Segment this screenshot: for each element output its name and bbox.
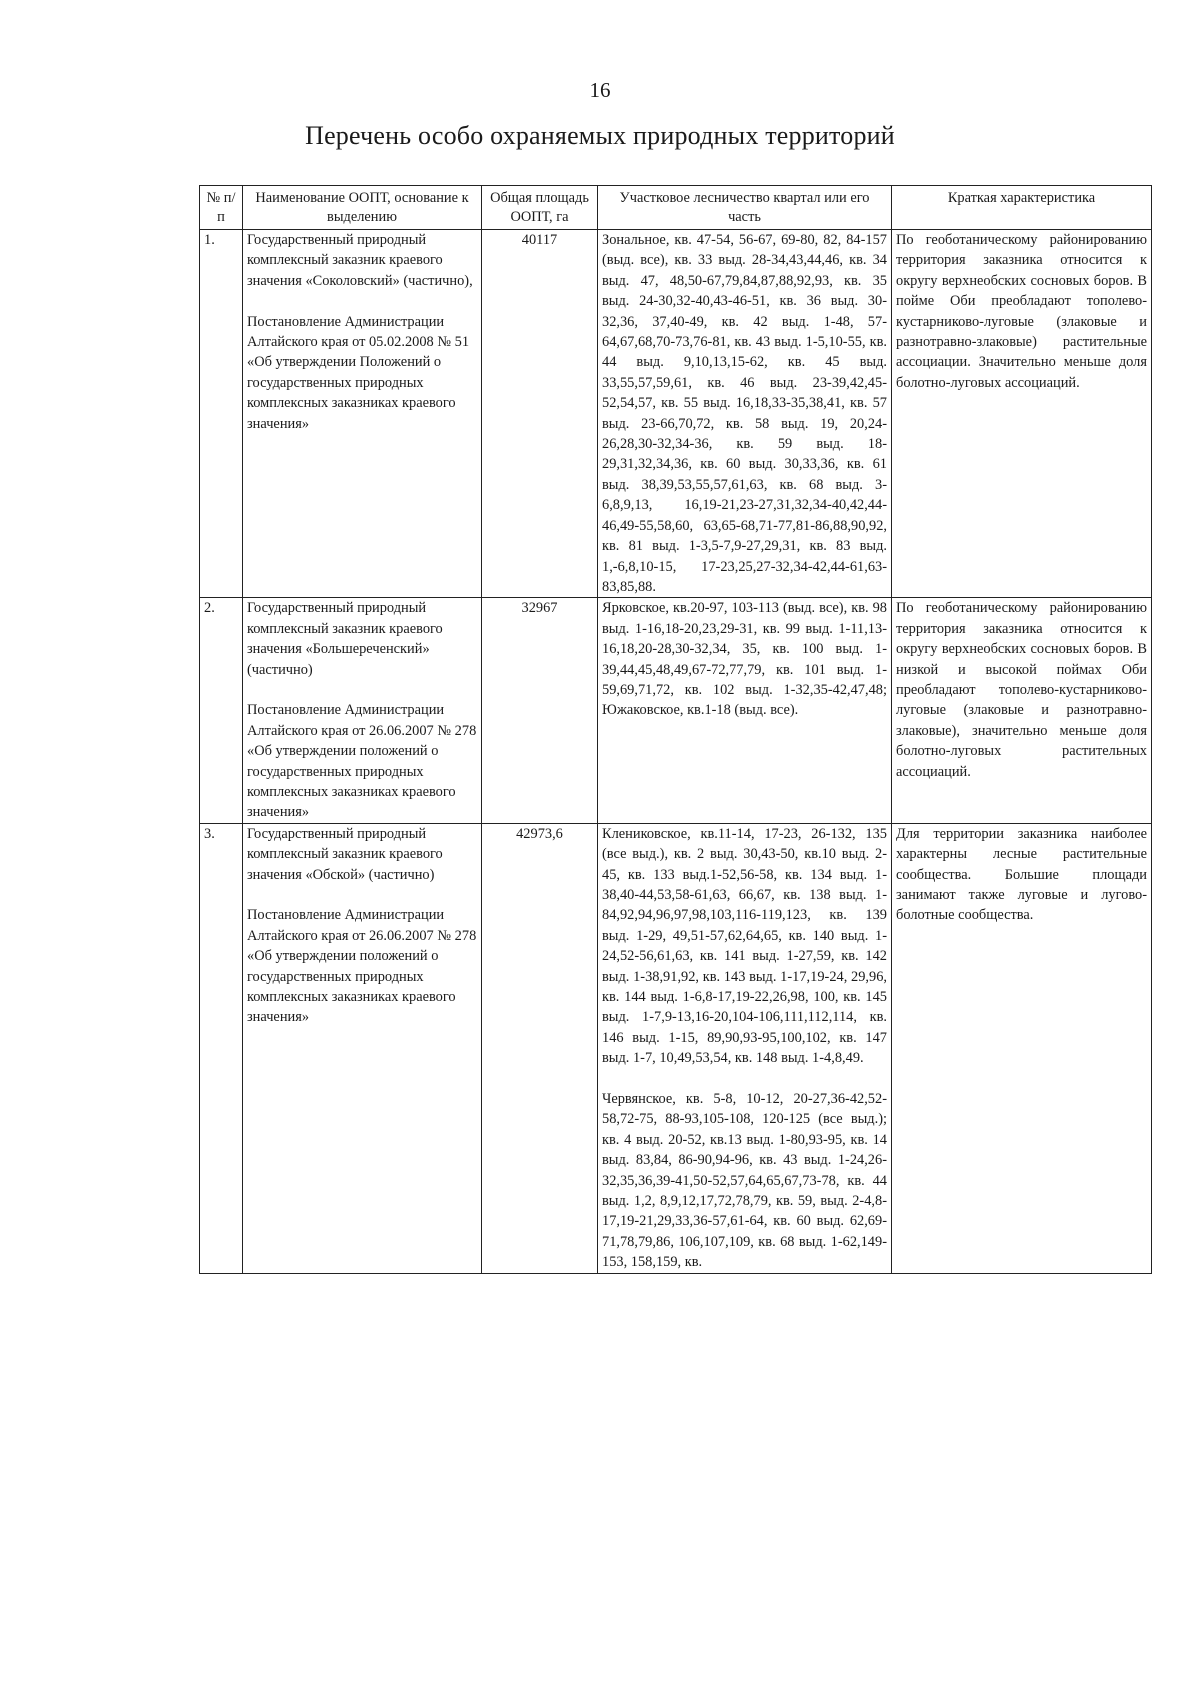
reserve-name: Государственный природный комплексный заказник краевого значения «Обской» (частично) <box>247 825 443 883</box>
reserve-basis: Постановление Администрации Алтайского края от 26.06.2007 № 278 «Об утверждении положений о государственных природных комплексных заказниках краевого значения» <box>247 907 477 1026</box>
header-description: Краткая характеристика <box>892 186 1152 230</box>
reserve-name: Государственный природный комплексный заказник краевого значения «Соколовский» (частично), <box>247 232 473 289</box>
row-name <box>243 823 482 1273</box>
row-name <box>243 598 482 823</box>
reserve-name: Государственный природный комплексный заказник краевого значения «Большереченский» (частично) <box>247 600 443 678</box>
forestry-block: Клениковское, кв.11-14, 17-23, 26-132, 135 (все выд.), кв. 2 выд. 30,43-50, кв.10 выд. 2-45, кв. 133 выд.1-52,56-58, кв. 134 выд. 1-38,40-44,53,58-61,63, 66,67, кв. 138 выд. 1-84,92,94,96,97,98,103,116-119,123, кв. 139 выд. 1-29, 49,51-57,62,64,65, кв. 140 выд. 1-24,52-56,61,63, кв. 141 выд. 1-27,59, кв. 142 выд. 1-38,91,92, кв. 143 выд. 1-17,19-24, 29,96, кв. 144 выд. 1-6,8-17,19-22,26,98, 100, кв. 145 выд. 1-7,9-13,16-20,104-106,111,112,114, кв. 146 выд. 1-15, 89,90,93-95,100,102, кв. 147 выд. 1-7, 10,49,53,54, кв. 148 выд. 1-4,8,49. <box>602 825 887 1067</box>
row-description: По геоботаническому районированию территория заказника относится к округу верхнеобских сосновых боров. В низкой и высокой поймах Оби преобладают тополево-кустарниково-луговые (злаковые и разнотравно-злаковые), значительно меньше доля болотно-луговых растительных ассоциаций. <box>892 598 1152 823</box>
row-number: 1. <box>200 230 243 598</box>
header-area: Общая площадь ООПТ, га <box>482 186 598 230</box>
header-forestry: Участковое лесничество квартал или его часть <box>598 186 892 230</box>
forestry-block: Зональное, кв. 47-54, 56-67, 69-80, 82, 84-157 (выд. все), кв. 33 выд. 28-34,43,44,46, кв. 34 выд. 47, 48,50-67,79,84,87,88,92,93, кв. 35 выд. 24-30,32-40,43-46-51, кв. 36 выд. 30-32,36, 37,40-49, кв. 42 выд. 1-48, 57-64,67,68,70-73,76-81, кв. 43 выд. 1-5,10-55, кв. 44 выд. 9,10,13,15-62, кв. 45 выд. 33,55,57,59,61, кв. 46 выд. 23-39,42,45-52,54,57, кв. 55 выд. 16,18,33-35,38,41, кв. 57 выд. 23-66,70,72, кв. 58 выд. 19, 20,24-26,28,30-32,34-36, кв. 59 выд. 18-29,31,32,34,36, кв. 60 выд. 30,33,36, кв. 61 выд. 38,39,53,55,57,61,63, кв. 68 выд. 3-6,8,9,13, 16,19-21,23-27,31,32,34-40,42,44-46,49-55,58,60, 63,65-68,71-77,81-86,88,90,92, кв. 81 выд. 1-3,5-7,9-27,29,31, кв. 83 выд. 1,-6,8,10-15, 17-23,25,27-32,34-42,44-61,63-83,85,88. <box>602 232 887 595</box>
row-forestry <box>598 230 892 598</box>
row-area: 42973,6 <box>482 823 598 1273</box>
forestry-block: Ярковское, кв.20-97, 103-113 (выд. все), кв. 98 выд. 1-16,18-20,23,29-31, кв. 99 выд. 1-11,13-16,18,20-28,30-32,34, 35, кв. 100 выд. 1-39,44,45,48,49,67-72,77,79, кв. 101 выд. 1-59,69,71,72, кв. 102 выд. 1-32,35-42,47,48; Южаковское, кв.1-18 (выд. все). <box>602 600 887 719</box>
row-description: Для территории заказника наиболее характерны лесные растительные сообщества. Большие площади занимают также луговые и лугово-болотные сообщества. <box>892 823 1152 1273</box>
forestry-block: Червянское, кв. 5-8, 10-12, 20-27,36-42,52-58,72-75, 88-93,105-108, 120-125 (все выд.); кв. 4 выд. 20-52, кв.13 выд. 1-80,93-95, кв. 14 выд. 83,84, 86-90,94-96, кв. 43 выд. 1-24,26-32,35,36,39-41,50-52,57,64,65,67,73-78, кв. 44 выд. 1,2, 8,9,12,17,72,78,79, кв. 59, выд. 2-4,8-17,19-21,29,33,36-57,61-64, кв. 60 выд. 62,69-71,78,79,86, 106,107,109, кв. 68 выд. 1-62,149-153, 158,159, кв. <box>602 1091 887 1271</box>
page-title: Перечень особо охраняемых природных территорий <box>305 121 895 150</box>
row-number: 3. <box>200 823 243 1273</box>
row-description: По геоботаническому районированию территория заказника относится к округу верхнеобских сосновых боров. В пойме Оби преобладают тополево-кустарниково-луговые (злаковые и разнотравно-злаковые) растительные ассоциации. Значительно меньше доля болотно-луговых ассоциаций. <box>892 230 1152 598</box>
header-num: № п/п <box>200 186 243 230</box>
row-forestry <box>598 823 892 1273</box>
protected-areas-table <box>199 185 1152 1274</box>
table-row <box>200 230 1152 598</box>
row-area: 40117 <box>482 230 598 598</box>
table-row <box>200 823 1152 1273</box>
reserve-basis: Постановление Администрации Алтайского края от 05.02.2008 № 51 «Об утверждении Положений о государственных природных комплексных заказниках краевого значения» <box>247 313 470 432</box>
row-forestry <box>598 598 892 823</box>
header-name: Наименование ООПТ, основание к выделению <box>243 186 482 230</box>
table-header-row <box>200 186 1152 230</box>
reserve-basis: Постановление Администрации Алтайского края от 26.06.2007 № 278 «Об утверждении положений о государственных природных комплексных заказниках краевого значения» <box>247 702 477 821</box>
table-row <box>200 598 1152 823</box>
row-area: 32967 <box>482 598 598 823</box>
row-number: 2. <box>200 598 243 823</box>
page-number: 16 <box>589 78 611 102</box>
row-name <box>243 230 482 598</box>
